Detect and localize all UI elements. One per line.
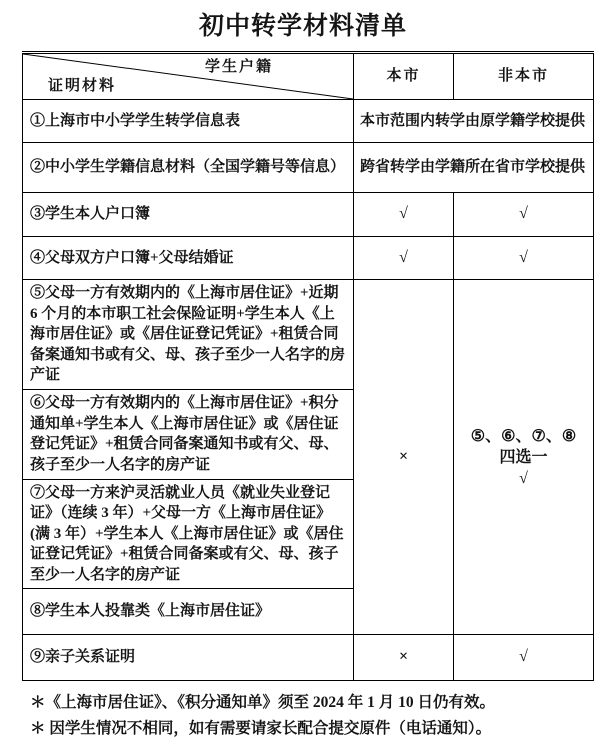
header-nonlocal-column: 非本市	[454, 53, 594, 100]
nonlocal-mark-3: √	[454, 193, 594, 237]
local-mark-4: √	[354, 237, 454, 280]
check-mark-line: √	[519, 469, 528, 487]
material-label-1: ①上海市中小学学生转学信息表	[23, 100, 354, 143]
choose-one-line: 四选一	[499, 448, 548, 466]
header-row	[23, 53, 594, 100]
four-options-line: ⑤、⑥、⑦、⑧	[470, 427, 577, 445]
material-label-7: ⑦父母一方来沪灵活就业人员《就业失业登记证》（连续 3 年）+父母一方《上海市居住证》(满 3 年）+学生本人《上海市居住证》或《居住证登记凭证》+租赁合同备案或有父、母、孩子至少一人名字的房产证	[23, 479, 354, 589]
material-note-2: 跨省转学由学籍所在省市学校提供	[354, 143, 594, 193]
material-note-1: 本市范围内转学由原学籍学校提供	[354, 100, 594, 143]
table-row-9	[23, 635, 594, 681]
footnote-originals: ＊ 因学生情况不相同，如有需要请家长配合提交原件（电话通知）。	[30, 720, 492, 737]
table-row-4	[23, 237, 594, 280]
material-label-8: ⑧学生本人投靠类《上海市居住证》	[23, 589, 354, 635]
diagonal-split	[23, 54, 353, 99]
nonlocal-mark-4: √	[454, 237, 594, 280]
materials-table	[22, 51, 594, 681]
footnotes	[30, 690, 606, 742]
material-label-6: ⑥父母一方有效期内的《上海市居住证》+积分通知单+学生本人《上海市居住证》或《居住证登记凭证》+租赁合同备案通知书或有父、母、孩子至少一人名字的房产证	[23, 389, 354, 479]
table-row-2	[23, 143, 594, 193]
table-row-5	[23, 280, 594, 390]
diagonal-header-cell	[23, 53, 354, 100]
material-label-9: ⑨亲子关系证明	[23, 635, 354, 681]
header-local-column: 本市	[354, 53, 454, 100]
material-label-3: ③学生本人户口簿	[23, 193, 354, 237]
header-proof-materials-label: 证明材料	[48, 77, 117, 94]
table-row-3	[23, 193, 594, 237]
local-mark-5-8: ×	[354, 280, 454, 635]
nonlocal-mark-9: √	[454, 635, 594, 681]
local-mark-9: ×	[354, 635, 454, 681]
header-student-registration-label: 学生户籍	[205, 59, 274, 75]
page-title: 初中转学材料清单	[198, 13, 407, 40]
material-label-2: ②中小学生学籍信息材料（全国学籍号等信息）	[23, 143, 354, 193]
material-label-5: ⑤父母一方有效期内的《上海市居住证》+近期 6 个月的本市职工社会保险证明+学生本人《上海市居住证》或《居住证登记凭证》+租赁合同备案通知书或有父、母、孩子至少一人名字的房产证	[23, 280, 354, 390]
footnote-validity: ＊《上海市居住证》、《积分通知单》须至 2024 年 1 月 10 日仍有效。	[30, 694, 496, 711]
material-label-4: ④父母双方户口簿+父母结婚证	[23, 237, 354, 280]
nonlocal-four-choose-one-cell	[454, 280, 594, 635]
local-mark-3: √	[354, 193, 454, 237]
table-row-1	[23, 100, 594, 143]
